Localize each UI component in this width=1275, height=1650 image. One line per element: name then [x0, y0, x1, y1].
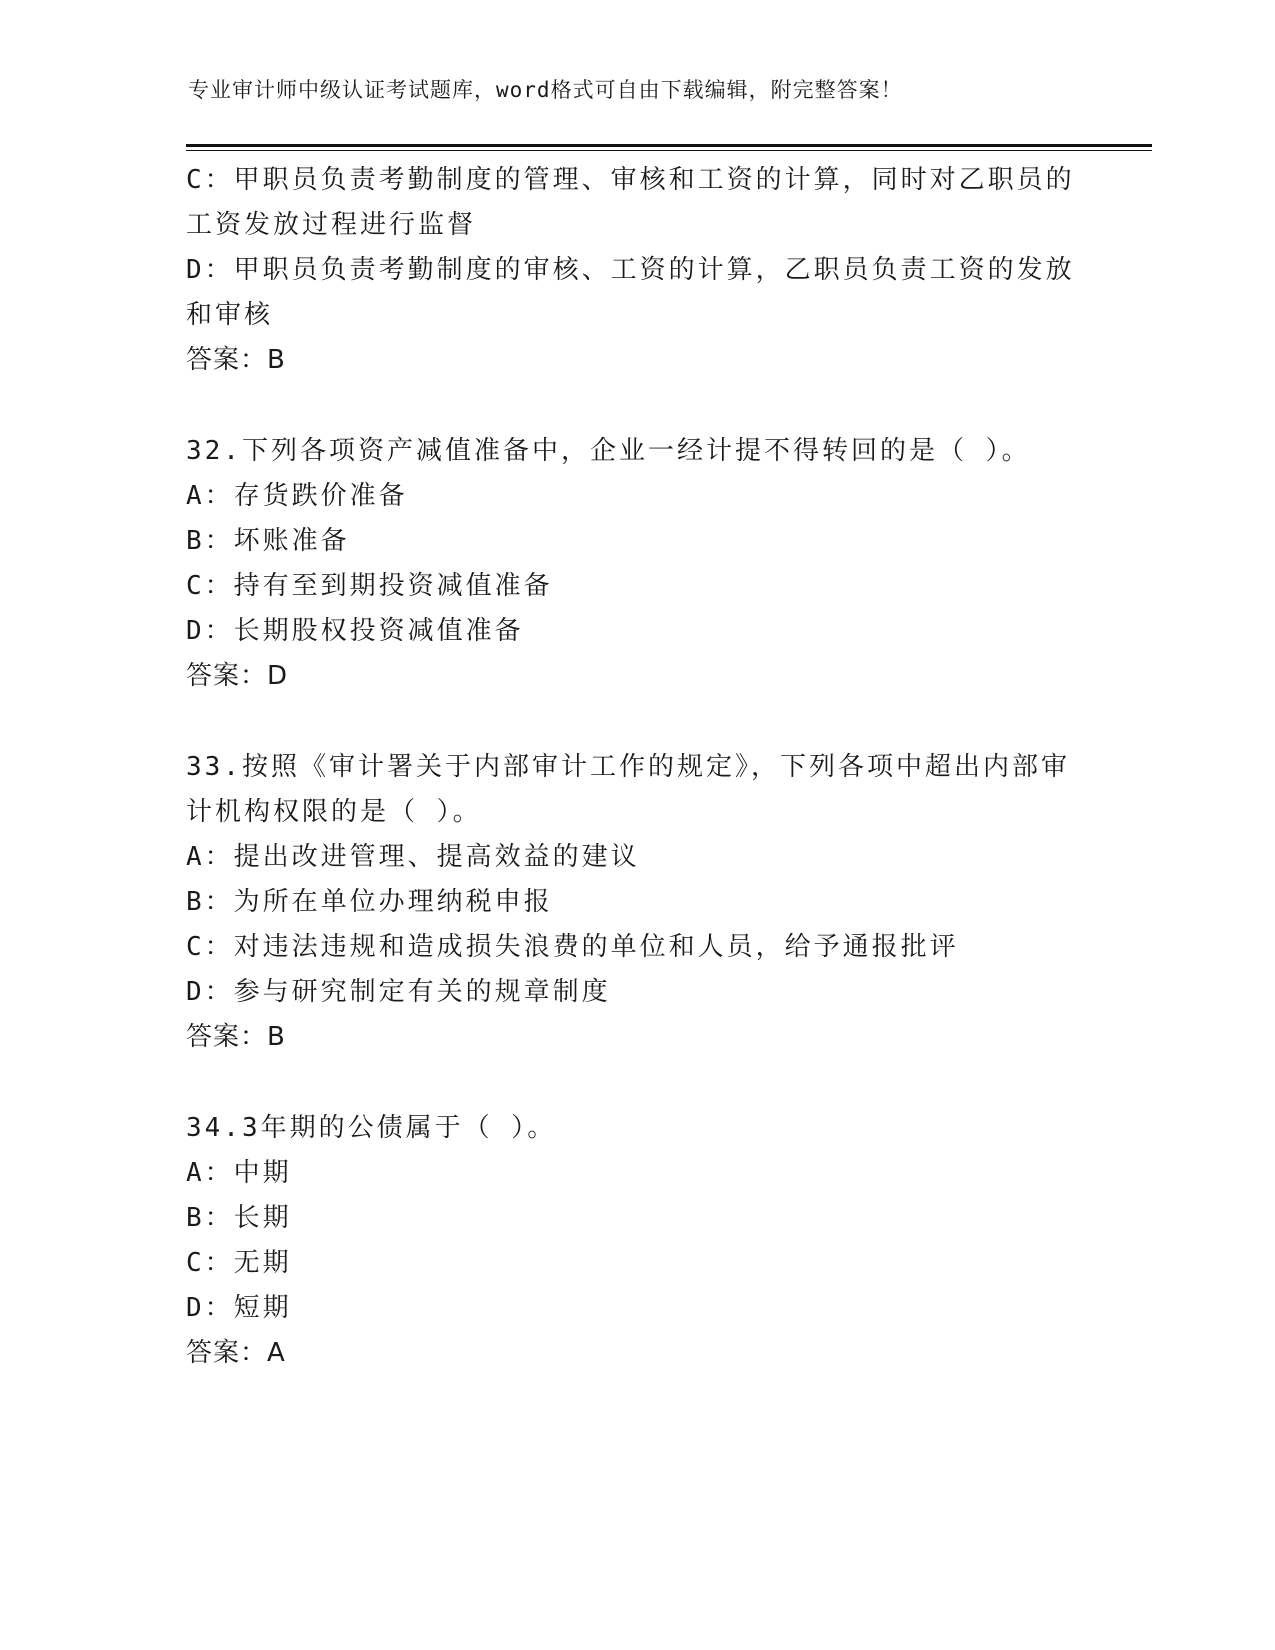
question-32: [186, 429, 1086, 699]
option-b: B：坏账准备: [186, 526, 350, 556]
answer-line: 答案：B: [186, 345, 286, 375]
header-divider-thin: [186, 150, 1152, 151]
question-stem: 32.下列各项资产减值准备中，企业一经计提不得转回的是（ ）。: [186, 436, 1031, 466]
question-34: [186, 1106, 1086, 1376]
answer-line: 答案：B: [186, 1022, 286, 1052]
option-c-line-1: C：甲职员负责考勤制度的管理、审核和工资的计算，同时对乙职员的: [186, 165, 1075, 195]
option-c: C：无期: [186, 1248, 292, 1278]
spacer: [186, 1060, 1086, 1106]
option-c-line-2: 工资发放过程进行监督: [186, 210, 477, 240]
option-d: D：长期股权投资减值准备: [186, 616, 524, 646]
option-a: A：中期: [186, 1158, 292, 1188]
question-31-continuation: [186, 158, 1086, 383]
option-a: A：存货跌价准备: [186, 481, 408, 511]
question-33: [186, 745, 1086, 1060]
answer-line: 答案：D: [186, 661, 289, 691]
option-d: D：参与研究制定有关的规章制度: [186, 977, 611, 1007]
option-c: C：持有至到期投资减值准备: [186, 571, 553, 601]
document-body: [186, 158, 1086, 1376]
question-stem: 34.3年期的公债属于（ ）。: [186, 1113, 557, 1143]
spacer: [186, 699, 1086, 745]
question-stem-line-2: 计机构权限的是（ ）。: [186, 797, 482, 827]
option-d: D：短期: [186, 1293, 292, 1323]
page-header: 专业审计师中级认证考试题库，word格式可自由下载编辑，附完整答案！: [188, 78, 903, 102]
option-b: B：为所在单位办理纳税申报: [186, 887, 553, 917]
option-d-line-2: 和审核: [186, 300, 274, 330]
header-divider-thick: [186, 144, 1152, 147]
option-c: C：对违法违规和造成损失浪费的单位和人员，给予通报批评: [186, 932, 959, 962]
spacer: [186, 383, 1086, 429]
question-stem-line-1: 33.按照《审计署关于内部审计工作的规定》，下列各项中超出内部审: [186, 752, 1070, 782]
option-b: B：长期: [186, 1203, 292, 1233]
option-d-line-1: D：甲职员负责考勤制度的审核、工资的计算，乙职员负责工资的发放: [186, 255, 1075, 285]
answer-line: 答案：A: [186, 1338, 286, 1368]
option-a: A：提出改进管理、提高效益的建议: [186, 842, 640, 872]
